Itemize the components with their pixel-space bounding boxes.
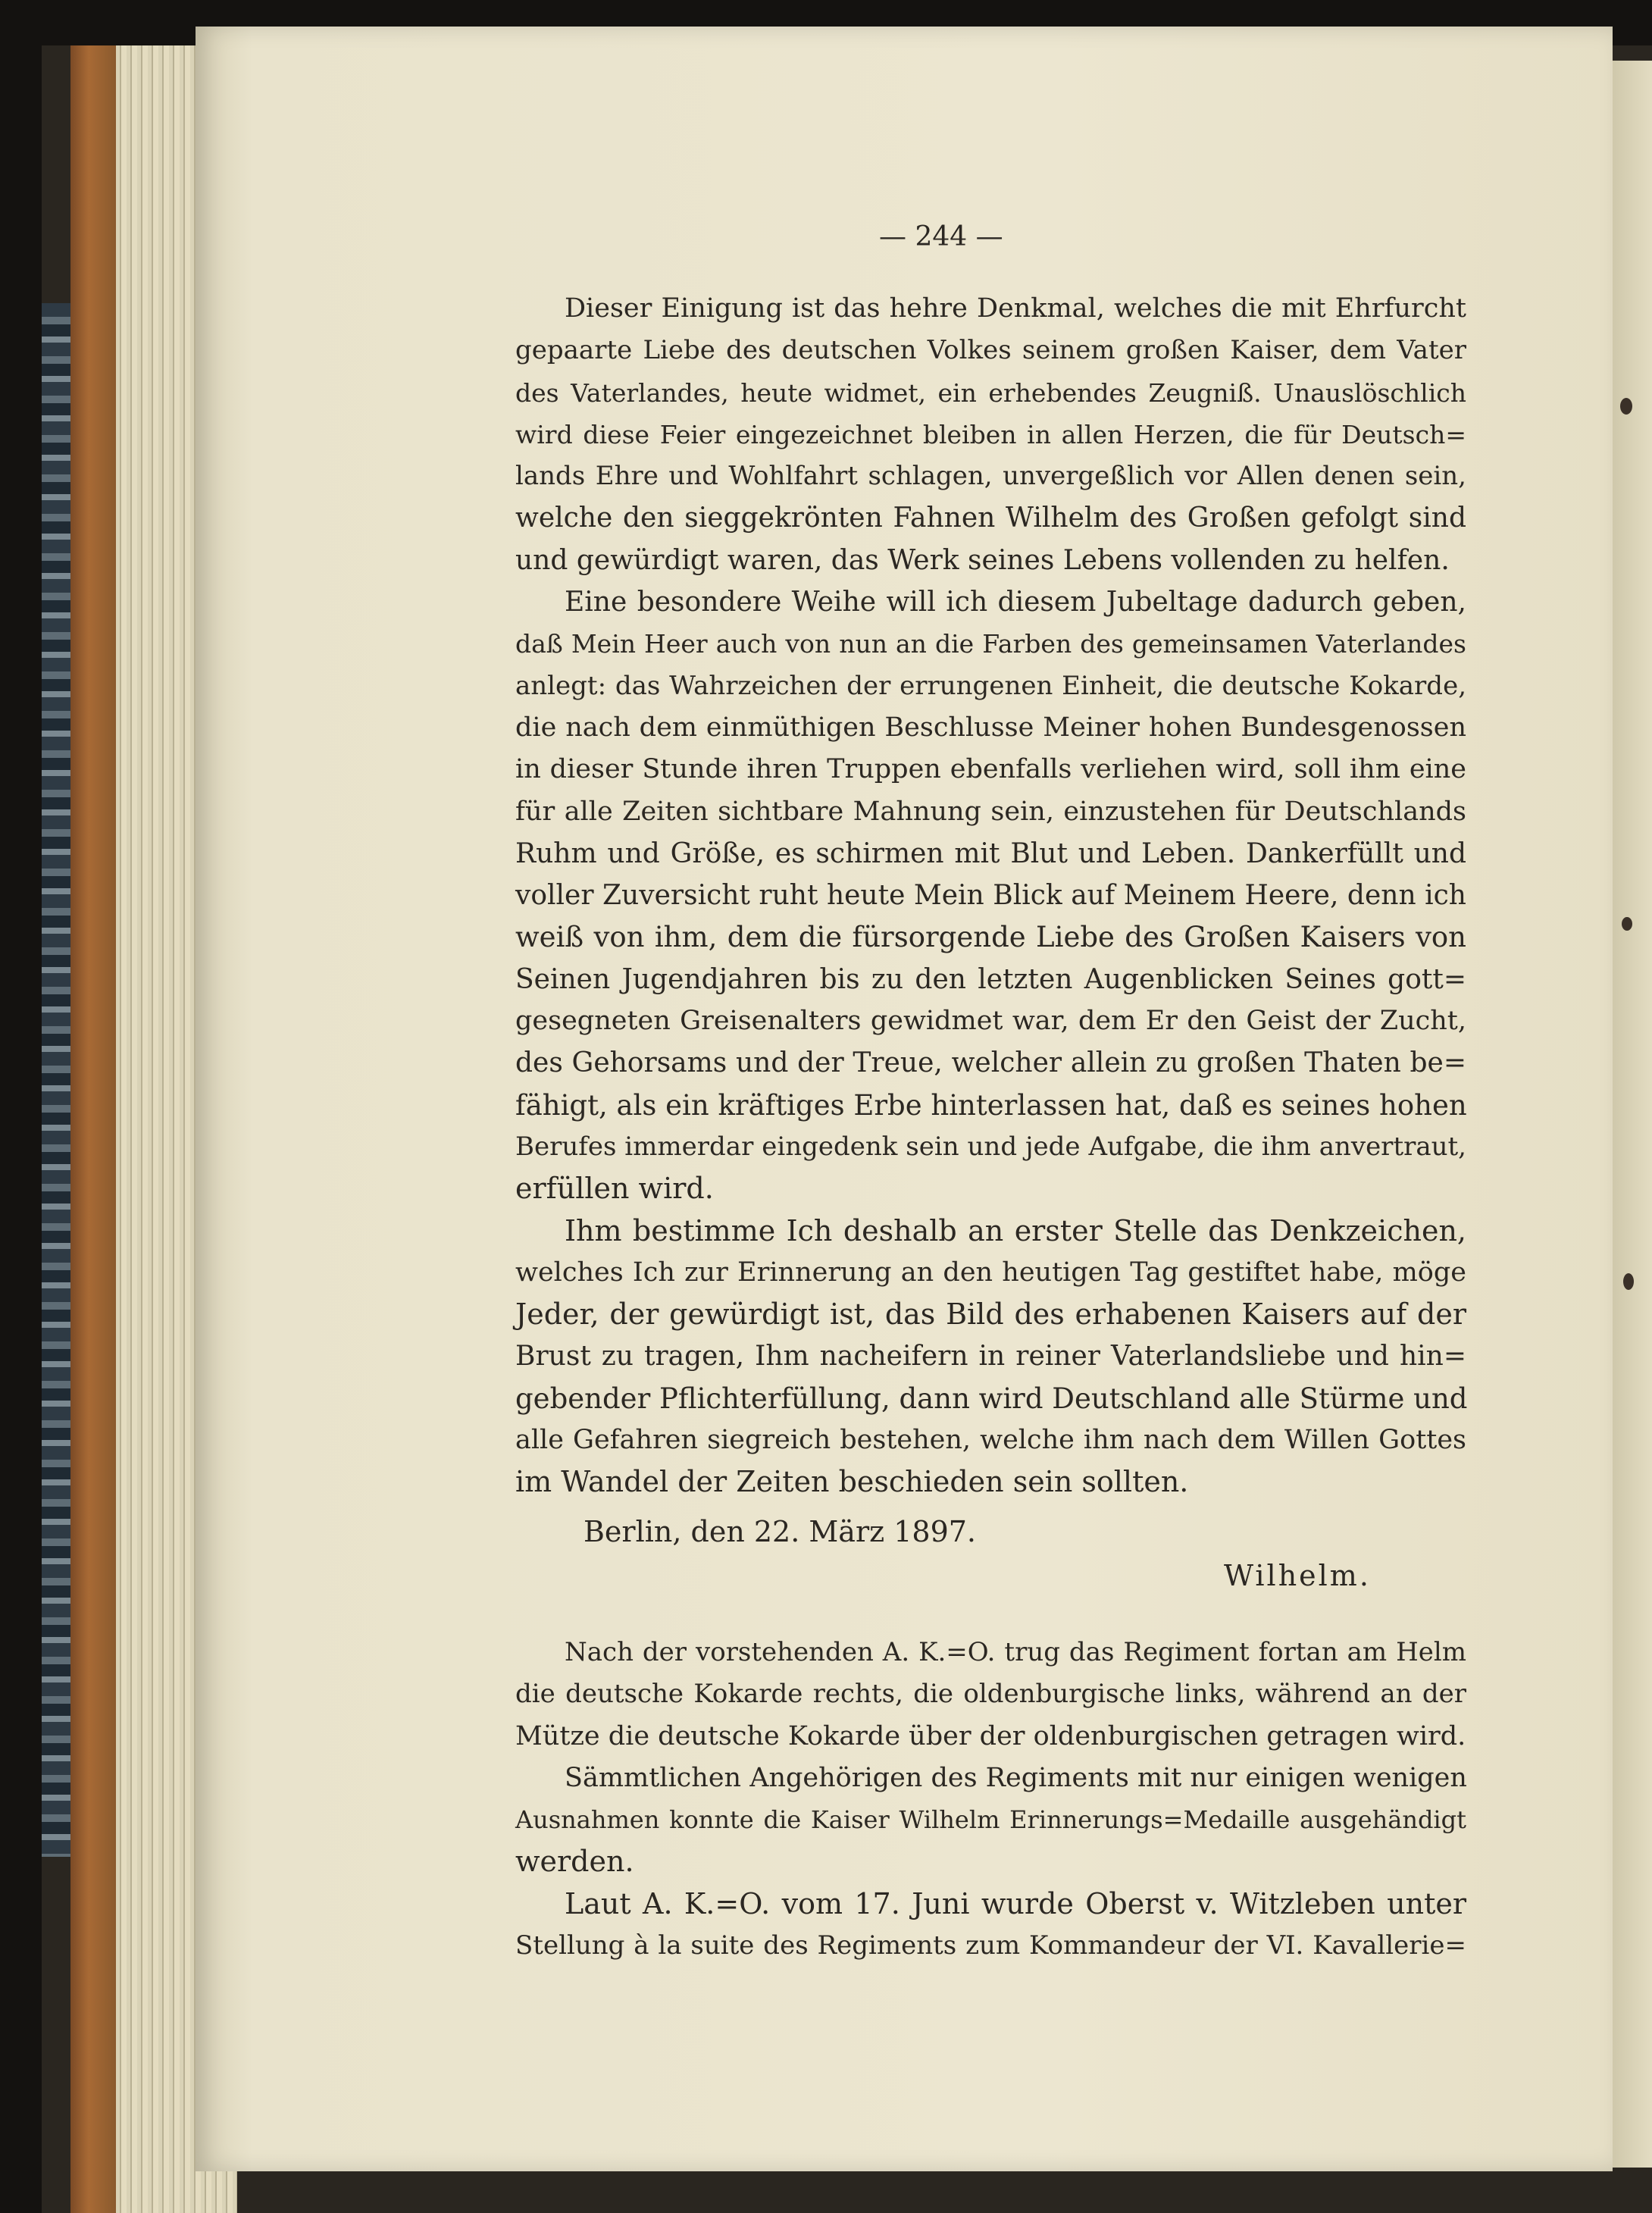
text-line: Laut A. K.=O. vom 17. Juni wurde Oberst v. Witzleben unter xyxy=(565,1886,1466,1920)
text-line: werden. xyxy=(515,1845,634,1879)
text-line: anlegt: das Wahrzeichen der errungenen Einheit, die deutsche Kokarde, xyxy=(515,670,1466,701)
text-line: gebender Pflichterfüllung, dann wird Deutschland alle Stürme und xyxy=(515,1382,1468,1415)
text-line: des Vaterlandes, heute widmet, ein erhebendes Zeugniß. Unauslöschlich xyxy=(515,377,1466,408)
text-line: Seinen Jugendjahren bis zu den letzten Augenblicken Seines gott= xyxy=(515,963,1466,995)
text-line: die deutsche Kokarde rechts, die oldenburgische links, während an der xyxy=(515,1679,1466,1710)
text-line: Sämmtlichen Angehörigen des Regiments mit nur einigen wenigen xyxy=(565,1762,1467,1793)
text-line: welche den sieggekrönten Fahnen Wilhelm des Großen gefolgt sind xyxy=(515,502,1466,534)
ink-spot xyxy=(1623,1273,1634,1290)
text-line: Eine besondere Weihe will ich diesem Jubeltage dadurch geben, xyxy=(565,587,1466,618)
text-line: erfüllen wird. xyxy=(515,1172,714,1206)
text-line: daß Mein Heer auch von nun an die Farben des gemeinsamen Vaterlandes xyxy=(515,629,1466,659)
text-line: Jeder, der gewürdigt ist, das Bild des erhabenen Kaisers auf der xyxy=(515,1297,1466,1332)
ink-spot xyxy=(1620,398,1632,415)
text-line: für alle Zeiten sichtbare Mahnung sein, einzustehen für Deutschlands xyxy=(515,796,1466,827)
ink-spot xyxy=(1622,917,1632,931)
text-line: im Wandel der Zeiten beschieden sein sollten. xyxy=(515,1465,1189,1499)
page-text xyxy=(515,288,1466,1967)
text-line: die nach dem einmüthigen Beschlusse Meiner hohen Bundesgenossen xyxy=(515,712,1466,743)
text-line: fähigt, als ein kräftiges Erbe hinterlassen hat, daß es seines hohen xyxy=(515,1088,1467,1122)
text-line: und gewürdigt waren, das Werk seines Lebens vollenden zu helfen. xyxy=(515,544,1450,576)
paragraph xyxy=(515,1632,1466,1758)
book-cover-edge xyxy=(70,45,116,2213)
text-line: Brust zu tragen, Ihm nacheifern in reiner Vaterlandsliebe und hin= xyxy=(515,1341,1466,1373)
paragraph xyxy=(515,1210,1466,1504)
text-line: Stellung à la suite des Regiments zum Kommandeur der VI. Kavallerie= xyxy=(515,1930,1466,1961)
place-date: Berlin, den 22. März 1897. xyxy=(584,1514,977,1548)
text-line: in dieser Stunde ihren Truppen ebenfalls verliehen wird, soll ihm eine xyxy=(515,754,1466,785)
text-line: weiß von ihm, dem die fürsorgende Liebe des Großen Kaisers von xyxy=(515,921,1466,954)
facing-page-edge xyxy=(1613,61,1652,2168)
text-line: lands Ehre und Wohlfahrt schlagen, unvergeßlich vor Allen denen sein, xyxy=(515,461,1466,492)
text-line: Ruhm und Größe, es schirmen mit Blut und Leben. Dankerfüllt und xyxy=(515,837,1466,869)
text-line: welches Ich zur Erinnerung an den heutigen Tag gestiftet habe, möge xyxy=(515,1257,1466,1288)
text-line: wird diese Feier eingezeichnet bleiben in allen Herzen, die für Deutsch= xyxy=(515,419,1466,449)
text-line: Nach der vorstehenden A. K.=O. trug das Regiment fortan am Helm xyxy=(565,1636,1466,1667)
text-line: Dieser Einigung ist das hehre Denkmal, welches die mit Ehrfurcht xyxy=(565,293,1466,324)
text-line: Ausnahmen konnte die Kaiser Wilhelm Erinnerungs=Medaille ausgehändigt xyxy=(515,1805,1466,1835)
text-line: gesegneten Greisenalters gewidmet war, dem Er den Geist der Zucht, xyxy=(515,1006,1466,1037)
text-line: des Gehorsams und der Treue, welcher allein zu großen Thaten be= xyxy=(515,1047,1466,1079)
paragraph xyxy=(515,581,1466,1210)
text-line: Berufes immerdar eingedenk sein und jede Aufgabe, die ihm anvertraut, xyxy=(515,1131,1466,1162)
text-line: Mütze die deutsche Kokarde über der oldenburgischen getragen wird. xyxy=(515,1720,1466,1751)
signature: Wilhelm. xyxy=(1224,1558,1371,1592)
text-line: Ihm bestimme Ich deshalb an erster Stelle das Denkzeichen, xyxy=(565,1213,1466,1247)
paragraph xyxy=(515,1758,1466,1883)
text-line: voller Zuversicht ruht heute Mein Blick auf Meinem Heere, denn ich xyxy=(515,880,1466,912)
text-line: gepaarte Liebe des deutschen Volkes seinem großen Kaiser, dem Vater xyxy=(515,335,1466,366)
book-spine xyxy=(42,303,70,1857)
paragraph xyxy=(515,1883,1466,1967)
page-number: — 244 — xyxy=(879,221,1003,252)
text-line: alle Gefahren siegreich bestehen, welche ihm nach dem Willen Gottes xyxy=(515,1425,1466,1456)
section-gap xyxy=(515,1598,1466,1632)
paragraph xyxy=(515,288,1466,581)
